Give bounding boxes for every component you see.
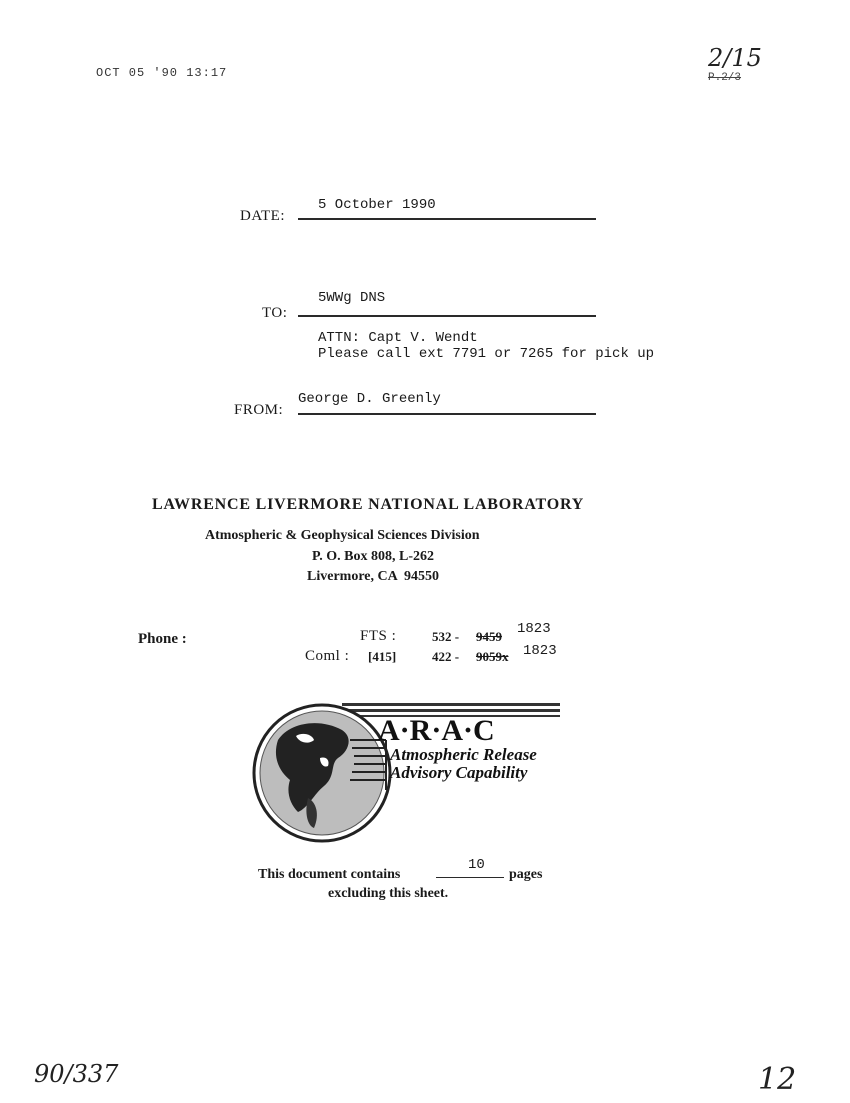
lab-name: LAWRENCE LIVERMORE NATIONAL LABORATORY bbox=[152, 496, 585, 513]
logo-line1: Atmospheric Release bbox=[390, 745, 537, 764]
phone-label: Phone : bbox=[138, 631, 187, 647]
fts-label: FTS : bbox=[360, 628, 397, 644]
coml-prefix: 422 - bbox=[432, 649, 460, 664]
handwritten-document-number: 90/337 bbox=[34, 1060, 119, 1088]
date-underline bbox=[298, 218, 596, 220]
coml-extension: 1823 bbox=[523, 643, 557, 659]
coml-area-code: [415] bbox=[368, 649, 397, 664]
footer-prefix: This document contains bbox=[258, 867, 401, 882]
lab-division: Atmospheric & Geophysical Sciences Division bbox=[205, 528, 480, 543]
footer-suffix: pages bbox=[509, 867, 543, 882]
coml-struck-number: 9059x bbox=[476, 649, 509, 664]
page-count-underline bbox=[436, 877, 504, 878]
to-label: TO: bbox=[262, 305, 288, 321]
handwritten-page-total: 12 bbox=[758, 1062, 797, 1097]
page-count: 10 bbox=[468, 857, 485, 873]
to-value: 5WWg DNS bbox=[318, 290, 386, 306]
globe-icon bbox=[254, 705, 390, 841]
from-underline bbox=[298, 413, 596, 415]
date-label: DATE: bbox=[240, 208, 285, 224]
arac-logo bbox=[250, 700, 570, 845]
to-underline bbox=[298, 315, 596, 317]
pickup-note: Please call ext 7791 or 7265 for pick up bbox=[318, 346, 655, 362]
attn-line: ATTN: Capt V. Wendt bbox=[318, 330, 478, 346]
fax-header: OCT 05 '90 13:17 bbox=[96, 66, 228, 80]
logo-line2: Advisory Capability bbox=[390, 763, 528, 782]
fts-prefix: 532 - bbox=[432, 629, 460, 644]
handwritten-page-number: 2/15 bbox=[708, 44, 762, 72]
fts-extension: 1823 bbox=[517, 621, 551, 637]
coml-label: Coml : bbox=[305, 648, 350, 664]
fts-struck-number: 9459 bbox=[476, 629, 502, 644]
struck-page-number: P.2/3 bbox=[708, 72, 742, 84]
lab-po-box: P. O. Box 808, L-262 bbox=[312, 549, 434, 564]
date-value: 5 October 1990 bbox=[318, 197, 436, 213]
footer-line2: excluding this sheet. bbox=[328, 886, 449, 901]
from-value: George D. Greenly bbox=[298, 391, 441, 407]
lab-city: Livermore, CA 94550 bbox=[307, 569, 439, 584]
logo-acronym: A·R·A·C bbox=[378, 714, 495, 747]
from-label: FROM: bbox=[234, 402, 284, 418]
